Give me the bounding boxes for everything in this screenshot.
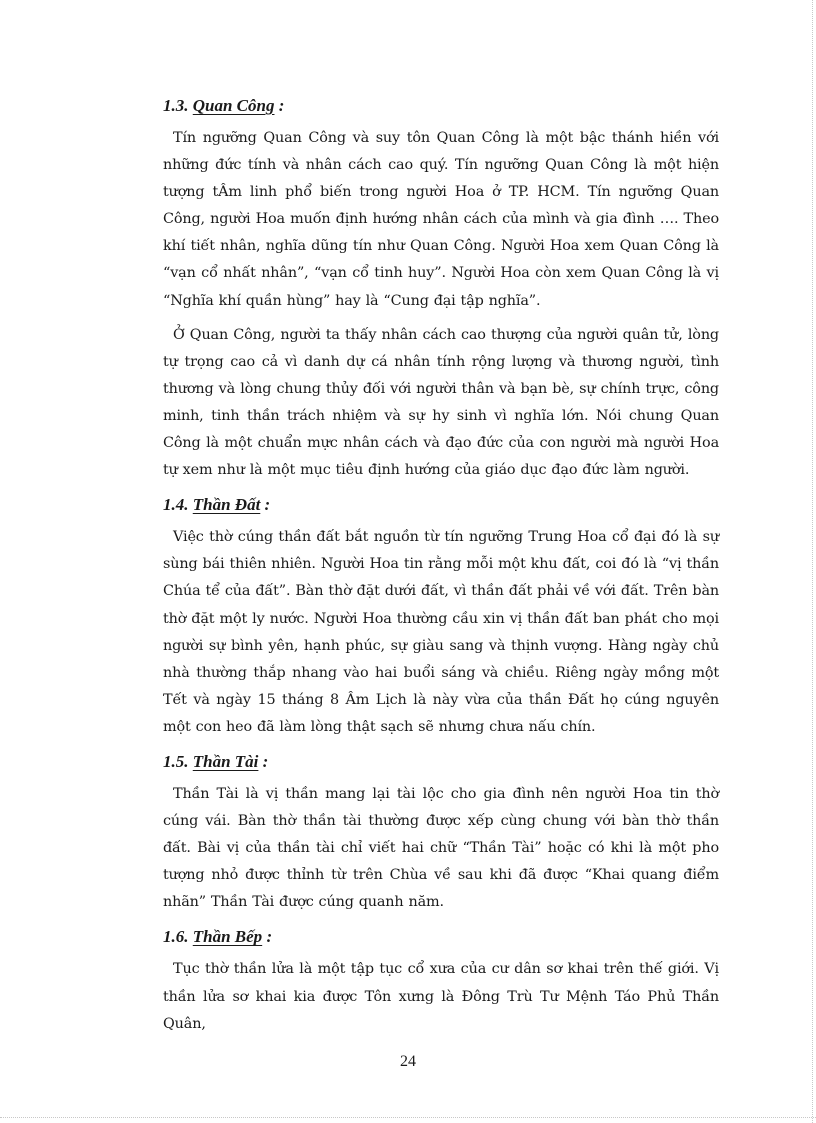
section-title: Thần Bếp bbox=[192, 927, 263, 947]
section-number: 1.5. bbox=[163, 751, 189, 771]
paragraph: Việc thờ cúng thần đất bắt nguồn từ tín ngưỡng Trung Hoa cổ đại đó là sự sùng bái thiên nhiên. Người Hoa tin rằng mỗi một khu đất, coi đó là “vị thần Chúa tể của đất”. Bàn thờ đặt dưới đất, vì thần đất phải về với đất. Trên bàn thờ đặt một ly nước. Người Hoa thường cầu xin vị thần đất ban phát cho mọi người sự bình yên, hạnh phúc, sự giàu sang và thịnh vượng. Hàng ngày chủ nhà thường thắp nhang vào hai buổi sáng và chiều. Riêng ngày mồng một Tết và ngày 15 tháng 8 Âm Lịch là này vừa của thần Đất họ cúng nguyên một con heo đã làm lòng thật sạch sẽ nhưng chưa nấu chín. bbox=[163, 529, 719, 735]
section-suffix: : bbox=[260, 495, 271, 515]
document-body bbox=[163, 92, 719, 1045]
paragraph: Ở Quan Công, người ta thấy nhân cách cao thượng của người quân tử, lòng tự trọng cao cả vì danh dự cá nhân tính rộng lượng và thương người, tình thương và lòng chung thủy đối với người thân và bạn bè, sự chính trực, công minh, tinh thần trách nhiệm và sự hy sinh vì nghĩa lớn. Nói chung Quan Công là một chuẩn mực nhân cách và đạo đức của con người mà người Hoa tự xem như là một mục tiêu định hướng của giáo dục đạo đức làm người. bbox=[163, 326, 719, 479]
section-number: 1.3. bbox=[163, 96, 189, 115]
page-edge-right bbox=[812, 0, 813, 1123]
section-than-dat bbox=[163, 491, 719, 741]
paragraph: Thần Tài là vị thần mang lại tài lộc cho gia đình nên người Hoa tin thờ cúng vái. Bàn thờ thần tài thường được xếp cùng chung với bàn thờ thần đất. Bài vị của thần tài chỉ viết hai chữ “Thần Tài” hoặc có khi là một pho tượng nhỏ được thỉnh từ trên Chùa về sau khi đã được “Khai quang điểm nhãn” Thần Tài được cúng quanh năm. bbox=[163, 785, 719, 911]
section-quan-cong bbox=[163, 92, 719, 484]
section-than-bep bbox=[163, 923, 719, 1037]
paragraph: Tục thờ thần lửa là một tập tục cổ xưa của cư dân sơ khai trên thế giới. Vị thần lửa sơ khai kia được Tôn xưng là Đông Trù Tư Mệnh Táo Phủ Thần Quân, bbox=[163, 961, 719, 1032]
section-number: 1.4. bbox=[163, 495, 189, 515]
section-suffix: : bbox=[258, 751, 269, 771]
section-suffix: : bbox=[262, 927, 273, 947]
section-title: Thần Tài bbox=[192, 751, 259, 771]
section-heading bbox=[163, 92, 719, 120]
section-heading bbox=[163, 923, 719, 951]
section-heading bbox=[163, 748, 719, 776]
section-title: Quan Công bbox=[192, 96, 275, 115]
page-edge-bottom bbox=[0, 1117, 816, 1118]
page-number: 24 bbox=[400, 1053, 416, 1070]
section-suffix: : bbox=[274, 96, 285, 115]
section-number: 1.6. bbox=[163, 927, 189, 947]
section-heading bbox=[163, 491, 719, 519]
section-than-tai bbox=[163, 748, 719, 916]
section-title: Thần Đất bbox=[192, 495, 261, 515]
paragraph: Tín ngưỡng Quan Công và suy tôn Quan Công là một bậc thánh hiền với những đức tính và nhân cách cao quý. Tín ngưỡng Quan Công là một hiện tượng tÂm linh phổ biến trong người Hoa ở TP. HCM. Tín ngưỡng Quan Công, người Hoa muốn định hướng nhân cách của mình và gia đình …. Theo khí tiết nhân, nghĩa dũng tín như Quan Công. Người Hoa xem Quan Công là “vạn cổ nhất nhân”, “vạn cổ tinh huy”. Người Hoa còn xem Quan Công là vị “Nghĩa khí quần hùng” hay là “Cung đại tập nghĩa”. bbox=[163, 130, 719, 309]
